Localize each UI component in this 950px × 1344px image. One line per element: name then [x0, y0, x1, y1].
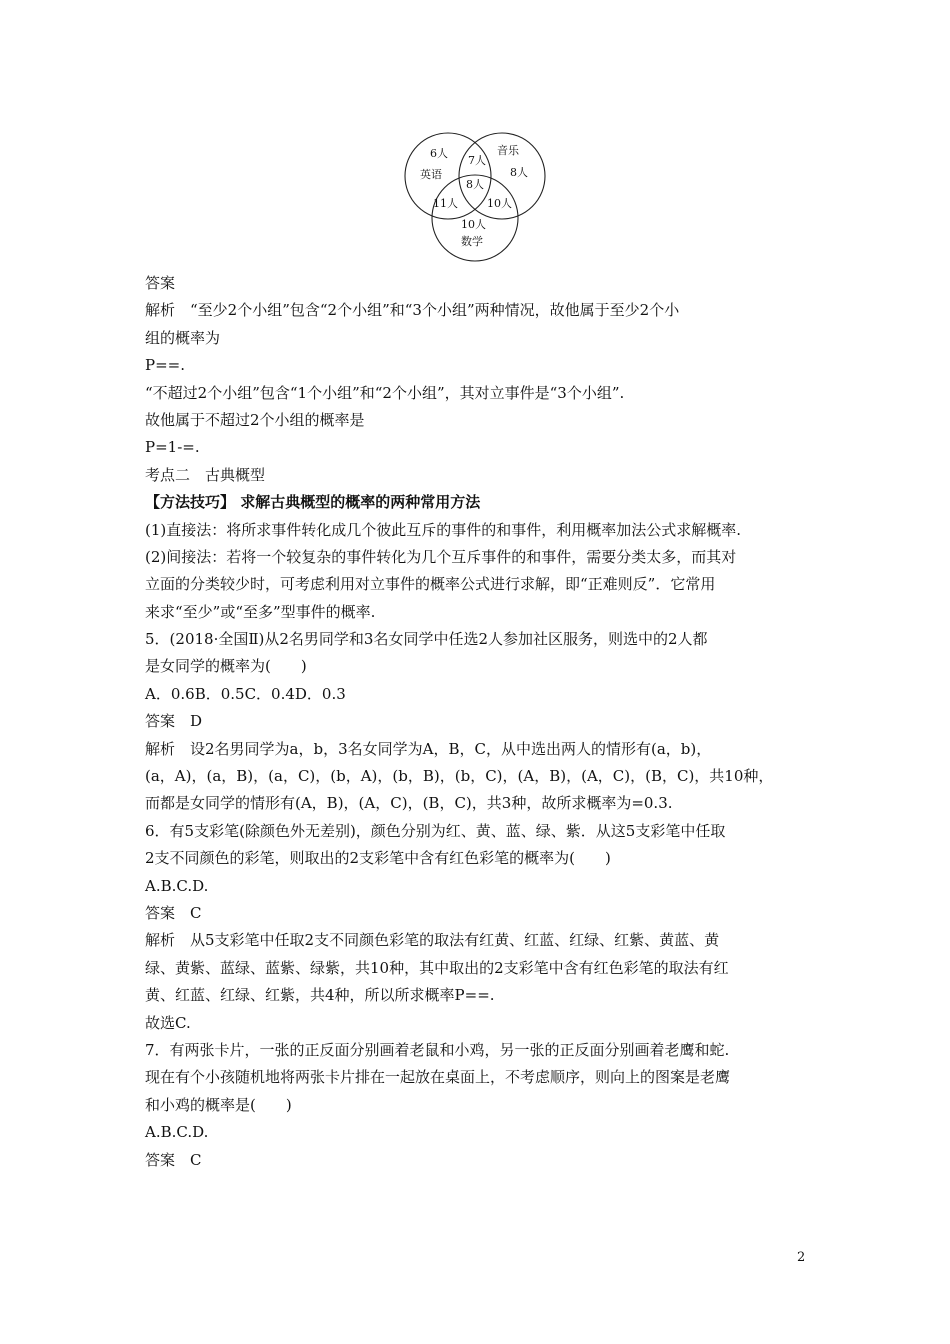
text-line: 立面的分类较少时，可考虑利用对立事件的概率公式进行求解，即“正难则反”．它常用: [145, 575, 716, 594]
venn-music-math: 10人: [487, 197, 512, 210]
text-line: (2)间接法：若将一个较复杂的事件转化为几个互斥事件的和事件，需要分类太多，而其对: [145, 547, 737, 566]
text-line: P=1-=.: [145, 438, 200, 457]
text-line: 故选C.: [145, 1013, 191, 1032]
section-heading: 考点二 古典概型: [145, 465, 266, 484]
venn-center: 8人: [466, 178, 484, 191]
text-line: 解析 “至少2个小组”包含“2个小组”和“3个小组”两种情况，故他属于至少2个小: [145, 301, 680, 320]
question-5: 5．(2018·全国Ⅱ)从2名男同学和3名女同学中任选2人参加社区服务，则选中的2人都: [145, 630, 708, 649]
page-number: 2: [797, 1250, 806, 1265]
answer-6: 答案 C: [145, 903, 202, 922]
text-line: 而都是女同学的情形有(A，B)，(A，C)，(B，C)，共3种，故所求概率为=0.3.: [145, 794, 673, 813]
text-line: 现在有个小孩随机地将两张卡片排在一起放在桌面上，不考虑顺序，则向上的图案是老鹰: [145, 1068, 731, 1087]
document-body: [145, 270, 813, 1174]
answer-5: 答案 D: [145, 712, 203, 731]
text-line: 解析 设2名男同学为a，b，3名女同学为A，B，C，从中选出两人的情形有(a，b)，: [145, 739, 712, 758]
text-line: 来求“至少”或“至多”型事件的概率.: [145, 602, 376, 621]
options-5: A．0.6B．0.5C．0.4D．0.3: [145, 684, 346, 703]
venn-music-only: 8人: [510, 166, 528, 179]
method-heading: 【方法技巧】 求解古典概型的概率的两种常用方法: [145, 493, 481, 512]
venn-music-label: 音乐: [497, 144, 519, 157]
question-6: 6．有5支彩笔(除颜色外无差别)，颜色分别为红、黄、蓝、绿、紫．从这5支彩笔中任取: [145, 821, 726, 840]
venn-math-only: 10人: [461, 218, 486, 231]
text-line: (a，A)，(a，B)，(a，C)，(b，A)，(b，B)，(b，C)，(A，B)，(A，C)，(B，C)，共10种，: [145, 767, 774, 786]
text-line: 绿、黄紫、蓝绿、蓝紫、绿紫，共10种，其中取出的2支彩笔中含有红色彩笔的取法有红: [145, 958, 729, 977]
text-line: 和小鸡的概率是( ): [145, 1095, 292, 1114]
text-line: 答案: [145, 274, 176, 292]
question-7: 7．有两张卡片，一张的正反面分别画着老鼠和小鸡，另一张的正反面分别画着老鹰和蛇.: [145, 1040, 730, 1059]
venn-english-math: 11人: [433, 197, 458, 210]
answer-7: 答案 C: [145, 1150, 202, 1169]
venn-english-only: 6人: [430, 147, 448, 160]
text-line: “不超过2个小组”包含“1个小组”和“2个小组”，其对立事件是“3个小组”.: [145, 383, 625, 402]
venn-english-label: 英语: [420, 168, 442, 181]
venn-diagram: [400, 126, 550, 262]
text-line: 是女同学的概率为( ): [145, 657, 307, 676]
text-line: 组的概率为: [145, 328, 221, 347]
text-line: (1)直接法：将所求事件转化成几个彼此互斥的事件的和事件，利用概率加法公式求解概率.: [145, 520, 742, 539]
venn-english-music: 7人: [468, 154, 486, 167]
options-7: A.B.C.D.: [145, 1123, 209, 1142]
text-line: 解析 从5支彩笔中任取2支不同颜色彩笔的取法有红黄、红蓝、红绿、红紫、黄蓝、黄: [145, 931, 720, 950]
text-line: P==.: [145, 356, 185, 375]
text-line: 黄、红蓝、红绿、红紫，共4种，所以所求概率P==.: [145, 986, 495, 1005]
options-6: A.B.C.D.: [145, 876, 209, 895]
text-line: 故他属于不超过2个小组的概率是: [145, 410, 365, 429]
text-line: 2支不同颜色的彩笔，则取出的2支彩笔中含有红色彩笔的概率为( ): [145, 849, 611, 868]
venn-math-label: 数学: [461, 235, 483, 248]
